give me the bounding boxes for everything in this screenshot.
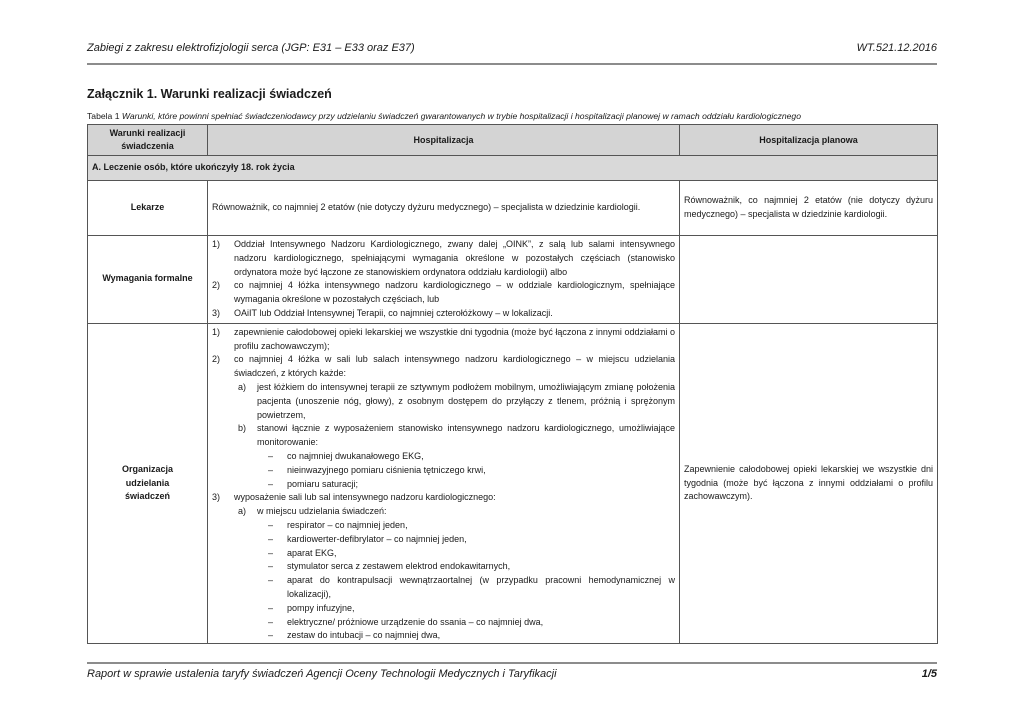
dash-item — [212, 450, 675, 464]
table-row — [88, 181, 938, 236]
list-letter: a) — [238, 506, 247, 517]
dash-item — [212, 602, 675, 616]
row-label-lekarze: Lekarze — [88, 181, 208, 236]
dash-item — [212, 629, 675, 643]
section-row — [88, 156, 938, 181]
list-text: zestaw do intubacji – co najmniej dwa, — [287, 630, 441, 641]
conditions-table — [87, 124, 938, 644]
dash-mark: – — [268, 478, 274, 489]
list-item — [212, 238, 675, 279]
organizacja-hospitalization-cell — [208, 323, 680, 643]
lekarze-planned-cell: Równoważnik, co najmniej 2 etatów (nie dotyczy dyżuru medycznego) – specjalista w dziedzinie kardiologii. — [680, 181, 938, 236]
dash-item — [212, 560, 675, 574]
wymagania-hospitalization-cell — [208, 236, 680, 324]
list-number: 1) — [212, 326, 221, 337]
list-text: respirator – co najmniej jeden, — [287, 519, 408, 530]
header-document-title: Zabiegi z zakresu elektrofizjologii serca (JGP: E31 – E33 oraz E37) — [87, 42, 415, 54]
dash-item — [212, 533, 675, 547]
dash-mark: – — [268, 575, 274, 586]
list-item — [212, 353, 675, 381]
dash-mark: – — [268, 533, 274, 544]
caption-text: Warunki, które powinni spełniać świadczeniodawcy przy udzielaniu świadczeń gwarantowanych w trybie hospitalizacji i hospitalizacji planowej w ramach oddziału kardiologicznego — [121, 111, 801, 121]
organizacja-planned-cell: Zapewnienie całodobowej opieki lekarskiej we wszystkie dni tygodnia (może być łączona z innymi oddziałami o profilu zachowawczym). — [680, 323, 938, 643]
footer-divider — [87, 662, 937, 664]
page-footer — [87, 668, 937, 680]
list-text: zapewnienie całodobowej opieki lekarskiej we wszystkie dni tygodnia (może być łączona z innymi oddziałami o profilu zachowawczym); — [234, 326, 675, 351]
list-text: stymulator serca z zestawem elektrod endokawitarnych, — [287, 561, 511, 572]
dash-mark: – — [268, 464, 274, 475]
list-text: wyposażenie sali lub sal intensywnego nadzoru kardiologicznego: — [234, 492, 496, 503]
dash-item — [212, 547, 675, 561]
list-number: 1) — [212, 239, 221, 249]
list-text: stanowi łącznie z wyposażeniem stanowisko intensywnego nadzoru kardiologicznego, umożliwiające monitorowanie: — [257, 423, 675, 448]
row-label-wymagania: Wymagania formalne — [88, 236, 208, 324]
header-divider — [87, 63, 937, 65]
list-text: kardiowerter-defibrylator – co najmniej jeden, — [287, 533, 467, 544]
list-number: 2) — [212, 280, 221, 291]
column-header-hospitalization: Hospitalizacja — [208, 125, 680, 156]
list-text: co najmniej 4 łóżka w sali lub salach intensywnego nadzoru kardiologicznego – w miejscu udzielania świadczeń, z których każde: — [234, 354, 675, 379]
annex-title: Załącznik 1. Warunki realizacji świadczeń — [87, 87, 332, 101]
table-caption — [87, 111, 801, 121]
table-row — [88, 323, 938, 643]
footer-report-title: Raport w sprawie ustalenia taryfy świadczeń Agencji Oceny Technologii Medycznych i Taryfikacji — [87, 668, 557, 680]
dash-item — [212, 616, 675, 630]
page-number: 1/5 — [921, 668, 937, 680]
column-header-conditions: Warunki realizacji świadczenia — [88, 125, 208, 156]
dash-mark: – — [268, 602, 274, 613]
list-text: nieinwazyjnego pomiaru ciśnienia tętniczego krwi, — [287, 464, 486, 475]
table-header-row — [88, 125, 938, 156]
dash-mark: – — [268, 616, 274, 627]
list-item — [212, 491, 675, 505]
header-reference-number: WT.521.12.2016 — [856, 42, 937, 54]
dash-mark: – — [268, 519, 274, 530]
table-row — [88, 236, 938, 324]
dash-mark: – — [268, 547, 274, 558]
list-text: elektryczne/ próżniowe urządzenie do ssania – co najmniej dwa, — [287, 616, 544, 627]
wymagania-planned-cell — [680, 236, 938, 324]
list-text: w miejscu udzielania świadczeń: — [257, 506, 387, 517]
list-text: jest łóżkiem do intensywnej terapii ze sztywnym podłożem mobilnym, umożliwiającym zmianę położenia pacjenta (unoszenie nóg, głowy), z osobnym dostępem do przyłączy z tlenem, próżnią i sprężonym powietrzem, — [257, 381, 675, 420]
column-header-planned-hospitalization: Hospitalizacja planowa — [680, 125, 938, 156]
dash-item — [212, 574, 675, 602]
label-line: udzielania — [125, 477, 170, 488]
list-text: pompy infuzyjne, — [287, 602, 355, 613]
list-text: OAiIT lub Oddział Intensywnej Terapii, co najmniej czterołóżkowy – w lokalizacji. — [234, 307, 553, 318]
list-text: Oddział Intensywnego Nadzoru Kardiologicznego, zwany dalej „OINK”, z salą lub salami intensywnego nadzoru kardiologicznego, spełniającymi wymagania określone w pozostałych częściach (stanowisko ordynatora może być łączone ze stanowiskiem ordynatora oddziału kardiologii) albo — [234, 239, 675, 277]
dash-mark: – — [268, 630, 274, 641]
dash-mark: – — [268, 450, 274, 461]
lekarze-hospitalization-cell: Równoważnik, co najmniej 2 etatów (nie dotyczy dyżuru medycznego) – specjalista w dziedzinie kardiologii. — [208, 181, 680, 236]
list-text: aparat do kontrapulsacji wewnątrzaortalnej (w przypadku pracowni hemodynamicznej w lokalizacji), — [287, 575, 675, 599]
page-header — [87, 42, 937, 54]
dash-item — [212, 464, 675, 478]
list-number: 3) — [212, 492, 221, 503]
sub-list-item — [212, 381, 675, 422]
list-number: 3) — [212, 307, 221, 318]
list-item — [212, 279, 675, 307]
row-label-organizacja — [88, 323, 208, 643]
list-item — [212, 307, 675, 321]
caption-prefix: Tabela 1 — [87, 111, 122, 121]
list-text: co najmniej dwukanałowego EKG, — [287, 450, 424, 461]
list-text: pomiaru saturacji; — [287, 478, 359, 489]
list-letter: b) — [238, 423, 247, 434]
dash-mark: – — [268, 561, 274, 572]
dash-item — [212, 478, 675, 492]
label-line: Organizacja — [121, 463, 174, 474]
list-letter: a) — [238, 381, 247, 392]
label-line: świadczeń — [124, 491, 171, 502]
section-title: A. Leczenie osób, które ukończyły 18. rok życia — [88, 156, 938, 181]
sub-list-item — [212, 505, 675, 519]
dash-item — [212, 519, 675, 533]
sub-list-item — [212, 422, 675, 450]
list-number: 2) — [212, 354, 221, 365]
list-item — [212, 326, 675, 354]
list-text: aparat EKG, — [287, 547, 337, 558]
list-text: co najmniej 4 łóżka intensywnego nadzoru kardiologicznego – w oddziale kardiologicznym, spełniające wymagania określone w pozostałych częściach, lub — [234, 280, 675, 305]
